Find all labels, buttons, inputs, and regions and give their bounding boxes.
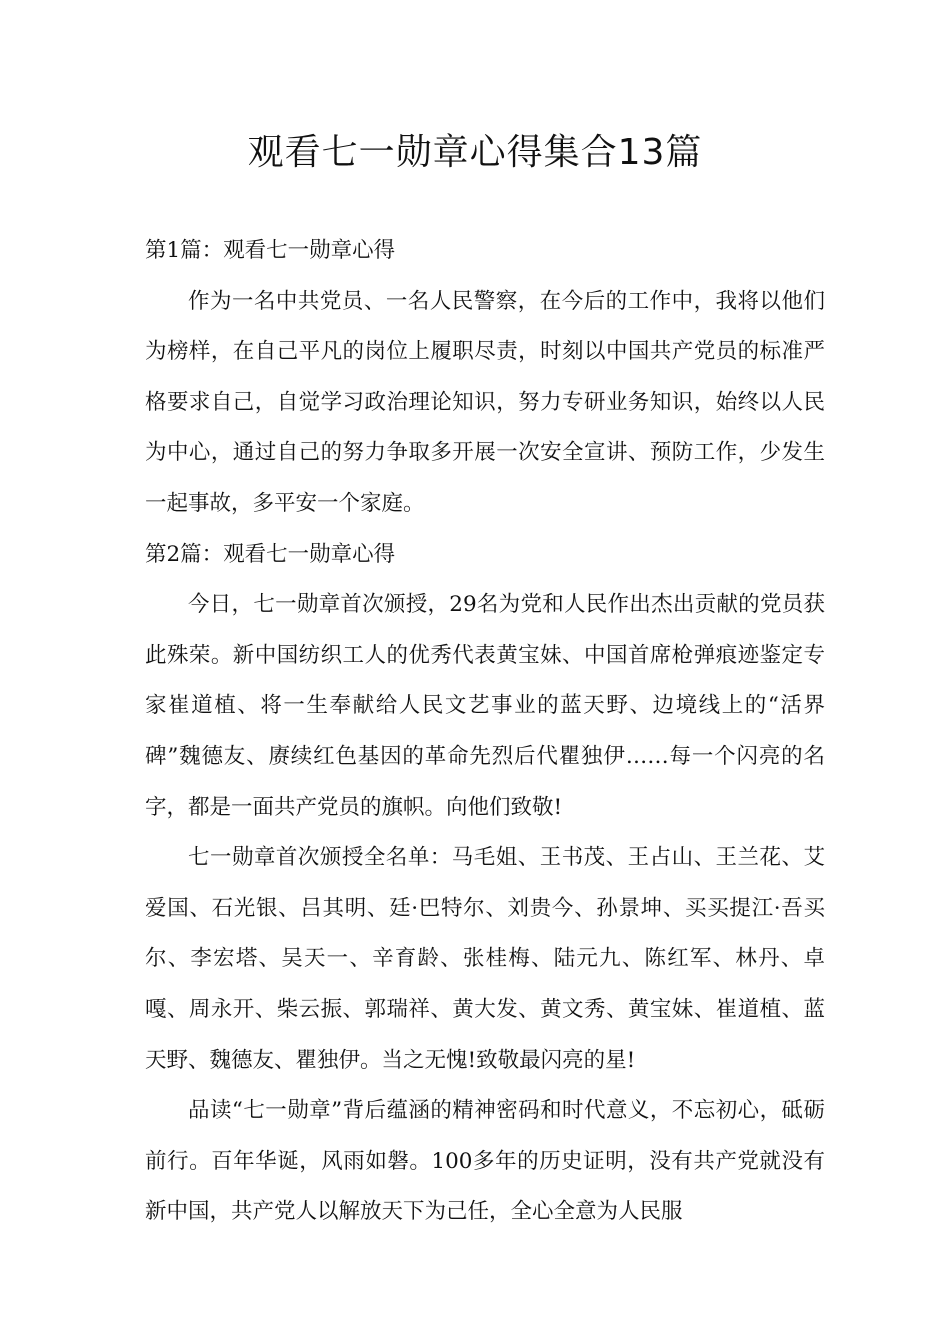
body-paragraph: 七一勋章首次颁授全名单：马毛姐、王书茂、王占山、王兰花、艾爱国、石光银、吕其明、廷·巴特尔、刘贵今、孙景坤、买买提江·吾买尔、李宏塔、吴天一、辛育龄、张桂梅、陆元九、陈红军、林丹、卓嘎、周永开、柴云振、郭瑞祥、黄大发、黄文秀、黄宝妹、崔道植、蓝天野、魏德友、瞿独伊。当之无愧!致敬最闪亮的星! [145,845,825,1073]
section-heading: 第1篇：观看七一勋章心得 [145,238,396,263]
document-body [145,226,825,1238]
section-heading: 第2篇：观看七一勋章心得 [145,541,396,567]
body-paragraph: 作为一名中共党员、一名人民警察，在今后的工作中，我将以他们为榜样，在自己平凡的岗位上履职尽责，时刻以中国共产党员的标准严格要求自己，自觉学习政治理论知识，努力专研业务知识，始终以人民为中心，通过自己的努力争取多开展一次安全宣讲、预防工作，少发生一起事故，多平安一个家庭。 [145,288,825,516]
document-title: 观看七一勋章心得集合13篇 [247,132,703,173]
body-paragraph: 今日，七一勋章首次颁授，29名为党和人民作出杰出贡献的党员获此殊荣。新中国纺织工人的优秀代表黄宝妹、中国首席枪弹痕迹鉴定专家崔道植、将一生奉献给人民文艺事业的蓝天野、边境线上的“活界碑”魏德友、赓续红色基因的革命先烈后代瞿独伊……每一个闪亮的名字，都是一面共产党员的旗帜。向他们致敬! [145,592,825,820]
body-paragraph: 品读“七一勋章”背后蕴涵的精神密码和时代意义，不忘初心，砥砺前行。百年华诞，风雨如磐。100多年的历史证明，没有共产党就没有新中国，共产党人以解放天下为己任，全心全意为人民服 [145,1098,825,1225]
